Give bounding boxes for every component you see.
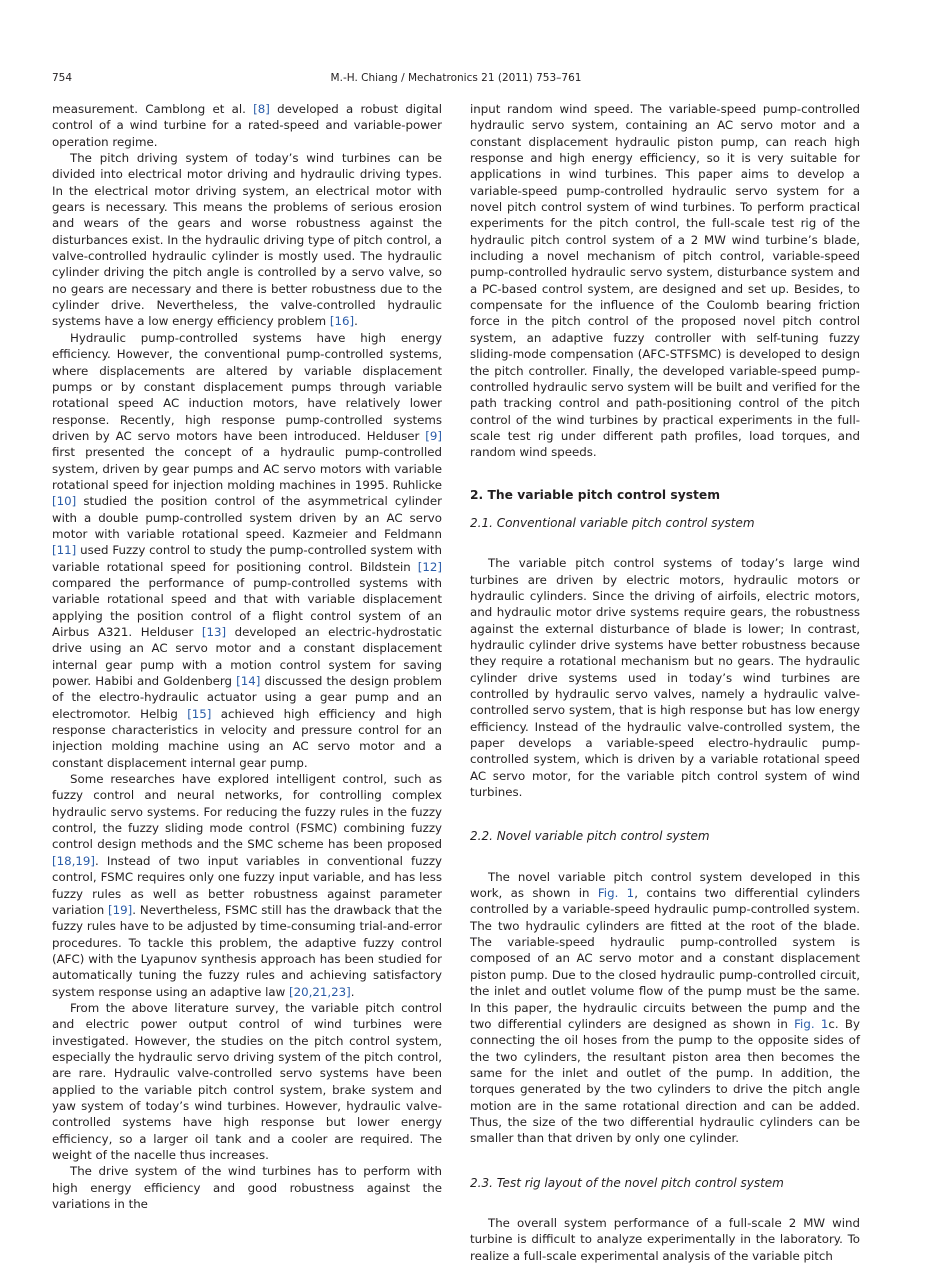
citation-link[interactable]: Fig. 1 bbox=[794, 1016, 829, 1031]
paragraph: From the above literature survey, the variable pitch control and electric power output control of wind turbines were investigated. However, the studies on the pitch control system, especially the hydraulic servo driving system of the pitch control, are rare. Hydraulic valve-controlled servo systems have been applied to the variable pitch control system, brake system and yaw system of today’s wind turbines. However, hydraulic valve-controlled systems have high response but lower energy efficiency, so a larger oil tank and a cooler are required. The weight of the nacelle thus increases. bbox=[52, 1000, 442, 1162]
subsection-heading: 2.2. Novel variable pitch control system bbox=[470, 829, 710, 844]
journal-citation: M.-H. Chiang / Mechatronics 21 (2011) 753–761 bbox=[330, 72, 582, 84]
subsection-heading: 2.1. Conventional variable pitch control system bbox=[470, 515, 755, 530]
citation-link[interactable]: [9] bbox=[425, 428, 442, 443]
section-heading: 2. The variable pitch control system bbox=[470, 487, 721, 502]
subsection-heading: 2.3. Test rig layout of the novel pitch control system bbox=[470, 1175, 784, 1190]
citation-link[interactable]: [18,19] bbox=[52, 853, 95, 868]
citation-link[interactable]: [11] bbox=[52, 543, 77, 558]
page-number: 754 bbox=[52, 72, 73, 84]
right-column bbox=[470, 101, 860, 1264]
paragraph: input random wind speed. The variable-speed pump-controlled hydraulic servo system, containing an AC servo motor and a constant displacement hydraulic piston pump, can reach high response and high energy efficiency, so it is very suitable for applications in wind turbines. This paper aims to develop a variable-speed pump-controlled hydraulic servo system for a novel pitch control system of wind turbines. To perform practical experiments for the pitch control, the full-scale test rig of the hydraulic pitch control system of a 2 MW wind turbine’s blade, including a novel mechanism of pitch control, variable-speed pump-controlled hydraulic servo system, disturbance system and a PC-based control system, are designed and set up. Besides, to compensate for the influence of the Coulomb bearing friction force in the pitch control of the proposed novel pitch control system, an adaptive fuzzy controller with self-tuning fuzzy sliding-mode compensation (AFC-STFSMC) is developed to design the pitch controller. Finally, the developed variable-speed pump-controlled hydraulic servo system will be built and verified for the path tracking control and path-positioning control of the pitch control of the wind turbines by practical experiments in the full-scale test rig under different path profiles, load torques, and random wind speeds. bbox=[470, 102, 860, 460]
paragraph: The pitch driving system of today’s wind turbines can be divided into electrical motor driving and hydraulic driving types. In the electrical motor driving system, an electrical motor with gears is necessary. This means the problems of serious erosion and wears of the gears and worse robustness against the disturbances exist. In the hydraulic driving type of pitch control, a valve-controlled hydraulic cylinder is mostly used. The hydraulic cylinder driving the pitch angle is controlled by a servo valve, so no gears are necessary and there is better robustness due to the cylinder drive. Nevertheless, the valve-controlled hydraulic systems have a low energy efficiency problem [16]. bbox=[52, 151, 442, 329]
citation-link[interactable]: [14] bbox=[236, 674, 261, 689]
paragraph: The novel variable pitch control system developed in this work, as shown in Fig. 1, contains two differential cylinders controlled by a variable-speed hydraulic pump-controlled system. The two hydraulic cylinders are fitted at the root of the blade. The variable-speed hydraulic pump-controlled system is composed of an AC servo motor and a constant displacement piston pump. Due to the closed hydraulic pump-controlled circuit, the inlet and outlet volume flow of the pump must be the same. In this paper, the hydraulic circuits between the pump and the two differential cylinders are designed as shown in Fig. 1c. By connecting the oil hoses from the pump to the opposite sides of the two cylinders, the resultant piston area then becomes the same for the inlet and outlet of the pump. In addition, the torques generated by the two cylinders to drive the pitch angle motion are in the same rotational direction and can be added. Thus, the size of the two differential hydraulic cylinders can be smaller than that driven by only one cylinder. bbox=[470, 869, 861, 1146]
paragraph: The overall system performance of a full-scale 2 MW wind turbine is difficult to analyze experimentally in the laboratory. To realize a full-scale experimental analysis of the variable pitch bbox=[470, 1215, 860, 1263]
paragraph: The variable pitch control systems of today’s large wind turbines are driven by electric motors, hydraulic motors or hydraulic cylinders. Since the driving of airfoils, electric motors, and hydraulic motor drive systems require gears, the robustness against the external disturbance of blade is lower; In contrast, hydraulic cylinder drive systems have better robustness because they require a rotational mechanism but no gears. The hydraulic cylinder drive systems used in today’s wind turbines are controlled by hydraulic servo valves, namely a hydraulic valve-controlled servo system, that is high response but has low energy efficiency. Instead of the hydraulic valve-controlled system, the paper develops a variable-speed electro-hydraulic pump-controlled system, which is driven by a variable rotational speed AC servo motor, for the variable pitch control system of wind turbines. bbox=[470, 556, 860, 800]
paragraph: Hydraulic pump-controlled systems have high energy efficiency. However, the conventional pump-controlled systems, where displacements are altered by variable displacement pumps or by constant displacement pumps through variable rotational speed AC induction motors, have relatively lower response. Recently, high response pump-controlled systems driven by AC servo motors have been introduced. Helduser [9] first presented the concept of a hydraulic pump-controlled system, driven by gear pumps and AC servo motors with variable rotational speed for injection molding machines in 1995. Ruhlicke [10] studied the position control of the asymmetrical cylinder with a double pump-controlled system driven by an AC servo motor with variable rotational speed. Kazmeier and Feldmann [11] used Fuzzy control to study the pump-controlled system with variable rotational speed for positioning control. Bildstein [12] compared the performance of pump-controlled systems with variable rotational speed and that with variable displacement applying the position control of a flight control system of an Airbus A321. Helduser [13] developed an electric-hydrostatic drive using an AC servo motor and a constant displacement internal gear pump with a motion control system for saving power. Habibi and Goldenberg [14] discussed the design problem of the electro-hydraulic actuator using a gear pump and an electromotor. Helbig [15] achieved high efficiency and high response characteristics in velocity and pressure control for an injection molding machine using an AC servo motor and a constant displacement internal gear pump. bbox=[52, 330, 442, 770]
paragraph: Some researches have explored intelligent control, such as fuzzy control and neural networks, for controlling complex hydraulic servo systems. For reducing the fuzzy rules in the fuzzy control, the fuzzy sliding mode control (FSMC) combining fuzzy control design methods and the SMC scheme has been proposed [18,19]. Instead of two input variables in conventional fuzzy control, FSMC requires only one fuzzy input variable, and has less fuzzy rules as well as better robustness against parameter variation [19]. Nevertheless, FSMC still has the drawback that the fuzzy rules have to be adjusted by time-consuming trial-and-error procedures. To tackle this problem, the adaptive fuzzy control (AFC) with the Lyapunov synthesis approach has been studied for automatically tuning the fuzzy rules and achieving satisfactory system response using an adaptive law [20,21,23]. bbox=[52, 772, 442, 999]
citation-link[interactable]: [12] bbox=[417, 559, 442, 574]
left-column bbox=[52, 101, 442, 1212]
citation-link[interactable]: [20,21,23] bbox=[289, 984, 351, 999]
paragraph: The drive system of the wind turbines has to perform with high energy efficiency and good robustness against the variations in the bbox=[52, 1164, 442, 1212]
citation-link[interactable]: Fig. 1 bbox=[597, 886, 635, 901]
citation-link[interactable]: [8] bbox=[253, 102, 270, 116]
paragraph: measurement. Camblong et al. [8] developed a robust digital control of a wind turbine for a rated-speed and variable-power operation regime. bbox=[52, 102, 442, 149]
citation-link[interactable]: [10] bbox=[52, 494, 77, 509]
citation-link[interactable]: [15] bbox=[187, 706, 212, 721]
citation-link[interactable]: [19] bbox=[108, 902, 133, 917]
citation-link[interactable]: [13] bbox=[201, 625, 227, 639]
running-header bbox=[52, 70, 860, 88]
citation-link[interactable]: [16] bbox=[329, 314, 355, 329]
